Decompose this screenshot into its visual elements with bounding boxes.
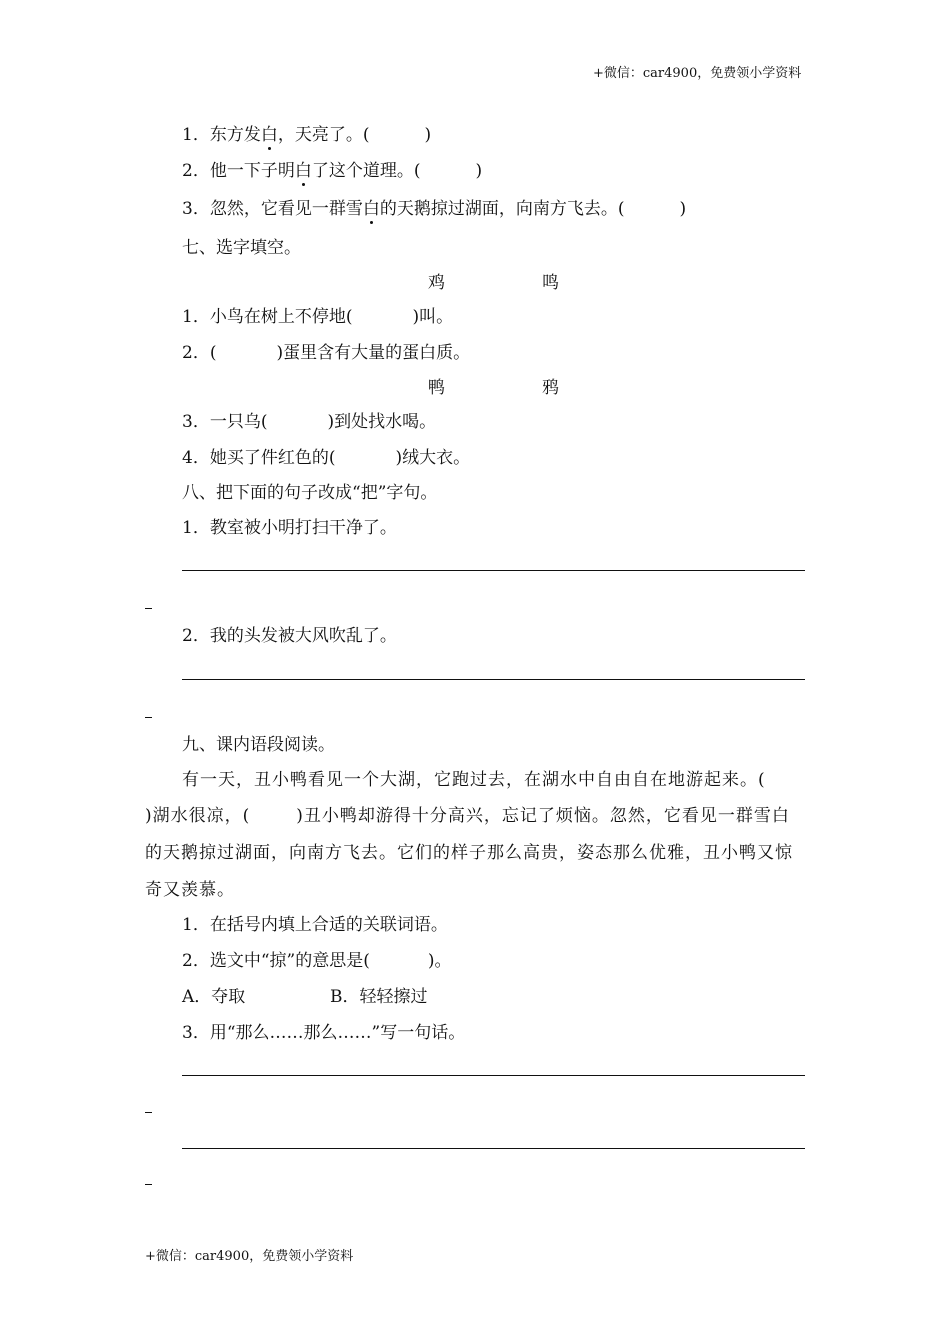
- item-7-4: [182, 450, 470, 467]
- line-tail: [145, 1184, 152, 1185]
- choice-char: 鸡: [428, 273, 445, 293]
- emphasis-char: 白: [294, 161, 312, 181]
- item-text: 1．东方发: [182, 125, 261, 145]
- item-7-2: [182, 345, 470, 362]
- option-b[interactable]: B．轻轻擦过: [330, 987, 428, 1007]
- item-text: 了这个道理。(: [311, 161, 421, 181]
- item-text: 4．她买了件红色的(: [182, 448, 336, 468]
- item-6-1: [182, 127, 431, 144]
- answer-line[interactable]: [182, 570, 805, 571]
- item-8-2: 2．我的头发被大风吹乱了。: [182, 626, 397, 646]
- passage-text: )湖水很凉，(: [145, 806, 251, 826]
- emphasis-char: 白: [260, 125, 278, 145]
- item-6-3: [182, 201, 686, 218]
- item-text: ): [475, 161, 483, 181]
- passage-line: [145, 808, 790, 825]
- item-text: )绒大衣。: [395, 448, 471, 468]
- item-text: 2．他一下子明: [182, 161, 295, 181]
- item-text: 3．一只乌(: [182, 412, 268, 432]
- item-text: 2．(: [182, 343, 217, 363]
- item-text: ，天亮了。(: [277, 125, 370, 145]
- choice-char: 鸭: [428, 378, 445, 398]
- item-7-1: [182, 309, 453, 326]
- item-9-3: 3．用“那么……那么……”写一句话。: [182, 1023, 466, 1043]
- passage-line: 的天鹅掠过湖面，向南方飞去。它们的样子那么高贵，姿态那么优雅，丑小鸭又惊: [145, 843, 793, 863]
- answer-line[interactable]: [182, 1075, 805, 1076]
- option-a[interactable]: A．夺取: [182, 987, 246, 1007]
- header-watermark: +微信：car4900，免费领小学资料: [593, 66, 802, 81]
- passage-line: 奇又羡慕。: [145, 880, 235, 900]
- footer-watermark: +微信：car4900，免费领小学资料: [145, 1249, 354, 1264]
- item-text: 3．忽然，它看见一群雪: [182, 199, 363, 219]
- item-text: ): [679, 199, 687, 219]
- passage-line: 有一天，丑小鸭看见一个大湖，它跑过去，在湖水中自由自在地游起来。(: [182, 770, 766, 790]
- choice-char: 鸣: [542, 273, 559, 293]
- line-tail: [145, 608, 152, 609]
- item-text: )。: [427, 951, 452, 971]
- emphasis-char: 白: [362, 199, 380, 219]
- item-8-1: 1．教室被小明打扫干净了。: [182, 518, 397, 538]
- item-text: )蛋里含有大量的蛋白质。: [276, 343, 471, 363]
- item-text: )到处找水喝。: [327, 412, 437, 432]
- answer-line[interactable]: [182, 679, 805, 680]
- section-8-title: 八、把下面的句子改成“把”字句。: [182, 483, 438, 503]
- item-text: )叫。: [412, 307, 454, 327]
- passage-text: )丑小鸭却游得十分高兴，忘记了烦恼。忽然，它看见一群雪白: [296, 806, 790, 826]
- item-9-1: 1．在括号内填上合适的关联词语。: [182, 915, 448, 935]
- item-text: 1．小鸟在树上不停地(: [182, 307, 353, 327]
- item-9-2: [182, 953, 451, 970]
- line-tail: [145, 1112, 152, 1113]
- item-text: 2．选文中“掠”的意思是(: [182, 951, 370, 971]
- section-9-title: 九、课内语段阅读。: [182, 735, 335, 755]
- choice-char: 鸦: [542, 378, 559, 398]
- section-7-title: 七、选字填空。: [182, 238, 301, 258]
- line-tail: [145, 717, 152, 718]
- answer-line[interactable]: [182, 1148, 805, 1149]
- item-6-2: [182, 163, 482, 180]
- item-text: ): [424, 125, 432, 145]
- item-text: 的天鹅掠过湖面，向南方飞去。(: [379, 199, 625, 219]
- item-7-3: [182, 414, 436, 431]
